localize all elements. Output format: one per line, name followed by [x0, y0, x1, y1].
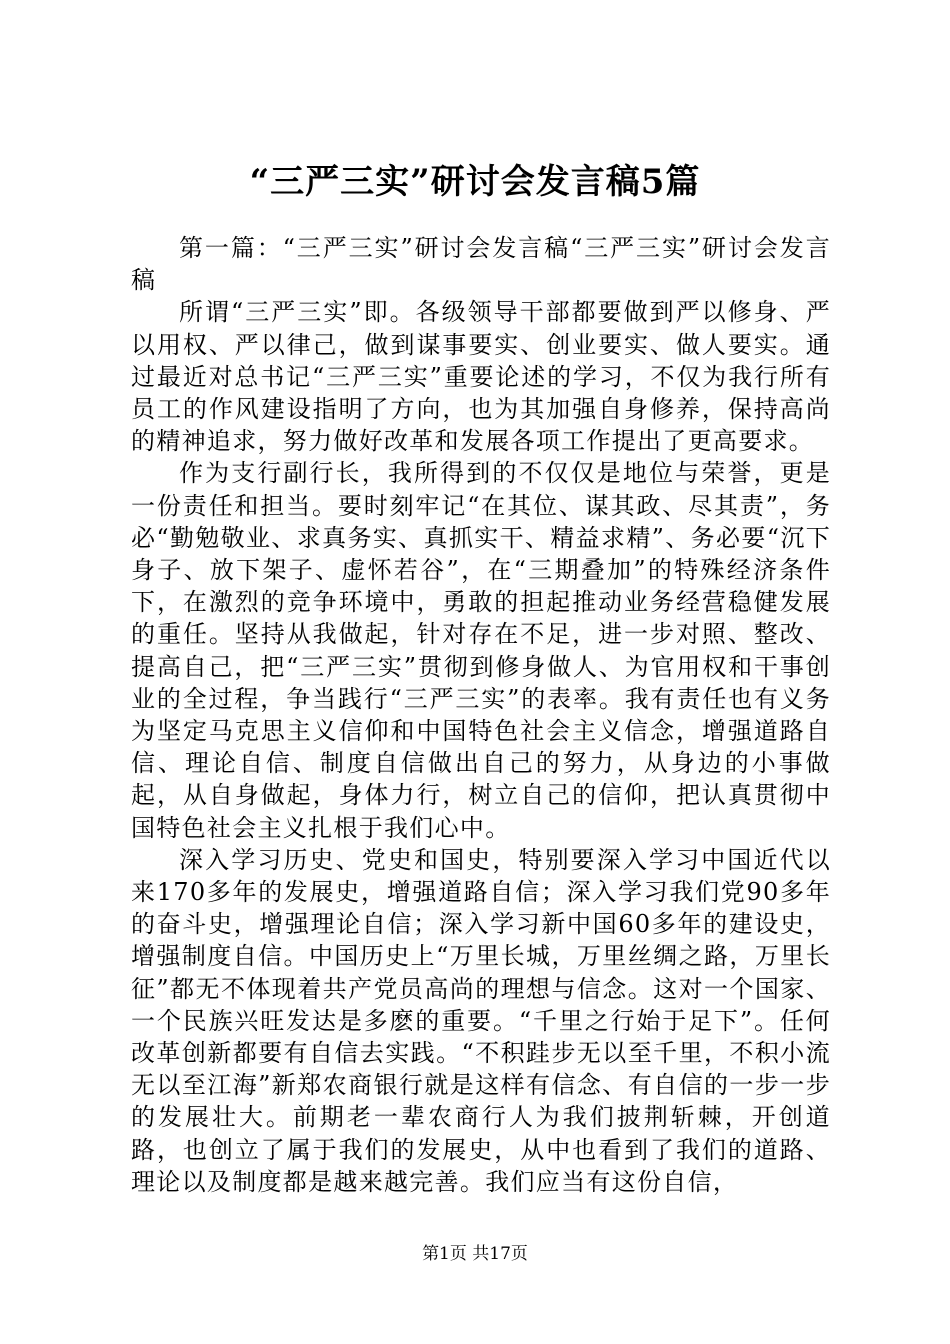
- paragraph: 深入学习历史、党史和国史，特别要深入学习中国近代以来170多年的发展史，增强道路自信；深入学习我们党90多年的奋斗史，增强理论自信；深入学习新中国60多年的建设史，增强制度自信。中国历史上“万里长城，万里丝绸之路，万里长征”都无不体现着共产党员高尚的理想与信念。这对一个国家、一个民族兴旺发达是多麽的重要。“千里之行始于足下”。任何改革创新都要有自信去实践。“不积跬步无以至千里，不积小流无以至江海”新郑农商银行就是这样有信念、有自信的一步一步的发展壮大。前期老一辈农商行人为我们披荆斩棘，开创道路，也创立了属于我们的发展史，从中也看到了我们的道路、理论以及制度都是越来越完善。我们应当有这份自信，: [131, 845, 831, 1196]
- page-number-footer: 第1页 共17页: [422, 1244, 528, 1264]
- document-body: [131, 232, 831, 1198]
- paragraph: 第一篇：“三严三实”研讨会发言稿“三严三实”研讨会发言稿: [131, 234, 831, 295]
- paragraph: 作为支行副行长，我所得到的不仅仅是地位与荣誉，更是一份责任和担当。要时刻牢记“在其位、谋其政、尽其责”，务必“勤勉敬业、求真务实、真抓实干、精益求精”、务必要“沉下身子、放下架子、虚怀若谷”，在“三期叠加”的特殊经济条件下，在激烈的竞争环境中，勇敢的担起推动业务经营稳健发展的重任。坚持从我做起，针对存在不足，进一步对照、整改、提高自己，把“三严三实”贯彻到修身做人、为官用权和干事创业的全过程，争当践行“三严三实”的表率。我有责任也有义务为坚定马克思主义信仰和中国特色社会主义信念，增强道路自信、理论自信、制度自信做出自己的努力，从身边的小事做起，从自身做起，身体力行，树立自己的信仰，把认真贯彻中国特色社会主义扎根于我们心中。: [131, 459, 831, 842]
- paragraph: 所谓“三严三实”即。各级领导干部都要做到严以修身、严以用权、严以律己，做到谋事要实、创业要实、做人要实。通过最近对总书记“三严三实”重要论述的学习，不仅为我行所有员工的作风建设指明了方向，也为其加强自身修养，保持高尚的精神追求，努力做好改革和发展各项工作提出了更高要求。: [131, 298, 831, 456]
- document-title: “三严三实”研讨会发言稿5篇: [249, 162, 701, 202]
